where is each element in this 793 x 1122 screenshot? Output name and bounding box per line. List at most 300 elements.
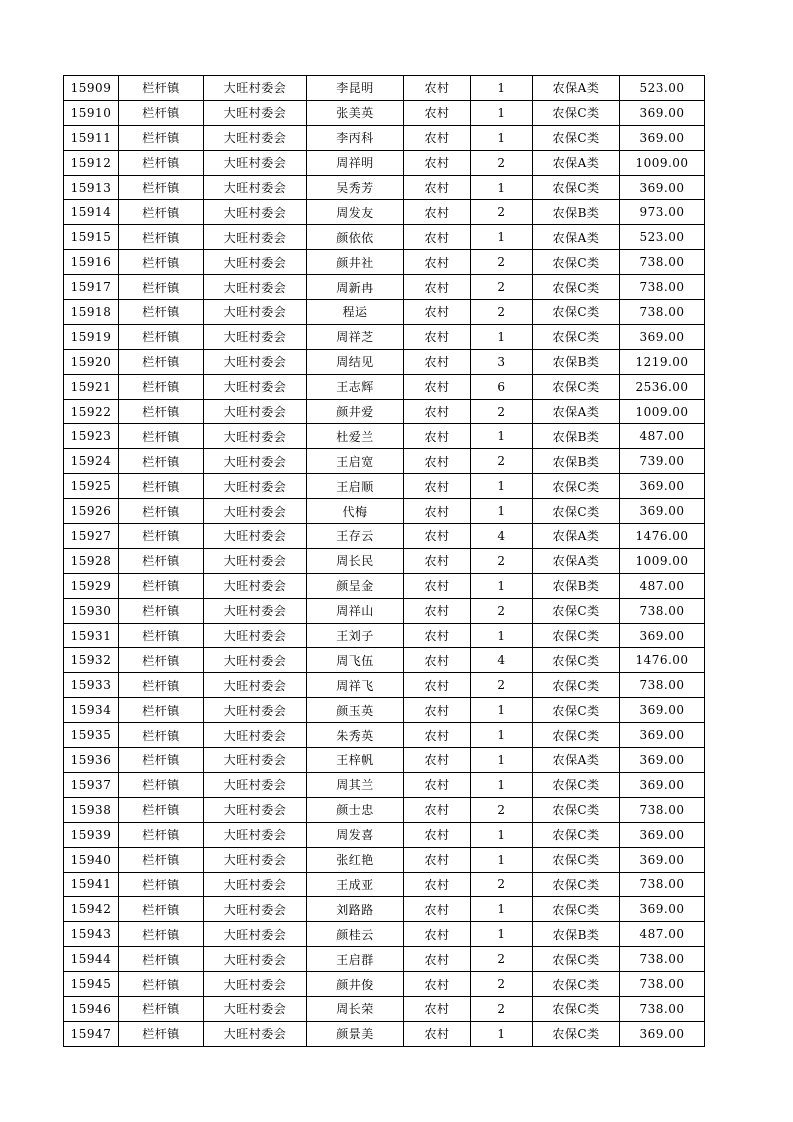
cell-town: 栏杆镇 [119, 623, 204, 648]
cell-name: 颜井俊 [307, 972, 404, 997]
cell-category: 农保A类 [533, 399, 620, 424]
table-row [64, 175, 705, 200]
table-row [64, 598, 705, 623]
cell-id: 15914 [64, 200, 119, 225]
table-row [64, 723, 705, 748]
cell-name: 王志辉 [307, 374, 404, 399]
cell-amount: 369.00 [620, 100, 705, 125]
cell-id: 15933 [64, 673, 119, 698]
cell-town: 栏杆镇 [119, 797, 204, 822]
cell-id: 15940 [64, 847, 119, 872]
cell-name: 周祥飞 [307, 673, 404, 698]
cell-name: 王启宽 [307, 449, 404, 474]
cell-area: 农村 [404, 275, 471, 300]
table-row [64, 897, 705, 922]
cell-village: 大旺村委会 [204, 524, 307, 549]
cell-count: 6 [471, 374, 533, 399]
cell-name: 颜井爱 [307, 399, 404, 424]
cell-town: 栏杆镇 [119, 100, 204, 125]
cell-count: 1 [471, 125, 533, 150]
cell-name: 颜桂云 [307, 922, 404, 947]
table-row [64, 150, 705, 175]
cell-town: 栏杆镇 [119, 250, 204, 275]
cell-count: 1 [471, 100, 533, 125]
cell-name: 王梓帆 [307, 748, 404, 773]
cell-id: 15915 [64, 225, 119, 250]
cell-area: 农村 [404, 125, 471, 150]
cell-town: 栏杆镇 [119, 996, 204, 1021]
cell-amount: 369.00 [620, 748, 705, 773]
table-row [64, 972, 705, 997]
cell-town: 栏杆镇 [119, 125, 204, 150]
cell-area: 农村 [404, 598, 471, 623]
table-row [64, 947, 705, 972]
cell-village: 大旺村委会 [204, 698, 307, 723]
cell-amount: 369.00 [620, 772, 705, 797]
cell-amount: 738.00 [620, 996, 705, 1021]
cell-village: 大旺村委会 [204, 76, 307, 101]
cell-village: 大旺村委会 [204, 200, 307, 225]
cell-area: 农村 [404, 524, 471, 549]
cell-category: 农保C类 [533, 648, 620, 673]
cell-category: 农保C类 [533, 250, 620, 275]
cell-category: 农保C类 [533, 100, 620, 125]
cell-amount: 523.00 [620, 76, 705, 101]
cell-area: 农村 [404, 623, 471, 648]
cell-count: 3 [471, 349, 533, 374]
cell-category: 农保C类 [533, 947, 620, 972]
cell-area: 农村 [404, 300, 471, 325]
cell-id: 15928 [64, 548, 119, 573]
cell-amount: 1009.00 [620, 399, 705, 424]
cell-town: 栏杆镇 [119, 150, 204, 175]
cell-id: 15946 [64, 996, 119, 1021]
cell-town: 栏杆镇 [119, 748, 204, 773]
cell-id: 15925 [64, 474, 119, 499]
cell-count: 1 [471, 474, 533, 499]
cell-village: 大旺村委会 [204, 449, 307, 474]
cell-id: 15937 [64, 772, 119, 797]
cell-amount: 1219.00 [620, 349, 705, 374]
cell-area: 农村 [404, 922, 471, 947]
cell-id: 15909 [64, 76, 119, 101]
cell-count: 1 [471, 772, 533, 797]
cell-category: 农保C类 [533, 723, 620, 748]
cell-id: 15932 [64, 648, 119, 673]
cell-count: 1 [471, 847, 533, 872]
cell-area: 农村 [404, 548, 471, 573]
cell-category: 农保A类 [533, 524, 620, 549]
cell-count: 2 [471, 872, 533, 897]
cell-category: 农保A类 [533, 225, 620, 250]
cell-town: 栏杆镇 [119, 76, 204, 101]
cell-amount: 369.00 [620, 1021, 705, 1046]
table-row [64, 648, 705, 673]
cell-name: 周长荣 [307, 996, 404, 1021]
cell-area: 农村 [404, 772, 471, 797]
cell-area: 农村 [404, 972, 471, 997]
cell-category: 农保C类 [533, 972, 620, 997]
cell-town: 栏杆镇 [119, 225, 204, 250]
cell-id: 15939 [64, 822, 119, 847]
document-page [63, 75, 705, 1047]
cell-id: 15910 [64, 100, 119, 125]
cell-count: 4 [471, 524, 533, 549]
cell-area: 农村 [404, 723, 471, 748]
cell-category: 农保C类 [533, 673, 620, 698]
cell-id: 15941 [64, 872, 119, 897]
table-row [64, 872, 705, 897]
table-row [64, 996, 705, 1021]
cell-id: 15931 [64, 623, 119, 648]
cell-area: 农村 [404, 399, 471, 424]
cell-area: 农村 [404, 673, 471, 698]
cell-area: 农村 [404, 847, 471, 872]
cell-amount: 738.00 [620, 275, 705, 300]
table-row [64, 673, 705, 698]
cell-id: 15918 [64, 300, 119, 325]
table-row [64, 374, 705, 399]
cell-count: 1 [471, 499, 533, 524]
cell-village: 大旺村委会 [204, 474, 307, 499]
table-row [64, 275, 705, 300]
cell-count: 2 [471, 797, 533, 822]
cell-amount: 369.00 [620, 897, 705, 922]
table-row [64, 797, 705, 822]
cell-amount: 369.00 [620, 698, 705, 723]
cell-area: 农村 [404, 499, 471, 524]
cell-category: 农保C类 [533, 300, 620, 325]
cell-count: 4 [471, 648, 533, 673]
cell-name: 周祥明 [307, 150, 404, 175]
cell-name: 王成亚 [307, 872, 404, 897]
cell-category: 农保C类 [533, 822, 620, 847]
cell-category: 农保C类 [533, 897, 620, 922]
cell-village: 大旺村委会 [204, 399, 307, 424]
cell-id: 15938 [64, 797, 119, 822]
cell-count: 1 [471, 175, 533, 200]
cell-area: 农村 [404, 573, 471, 598]
cell-town: 栏杆镇 [119, 648, 204, 673]
cell-id: 15947 [64, 1021, 119, 1046]
cell-id: 15920 [64, 349, 119, 374]
cell-town: 栏杆镇 [119, 275, 204, 300]
cell-village: 大旺村委会 [204, 324, 307, 349]
table-body [64, 76, 705, 1047]
cell-id: 15929 [64, 573, 119, 598]
cell-name: 颜呈金 [307, 573, 404, 598]
cell-area: 农村 [404, 200, 471, 225]
table-row [64, 623, 705, 648]
cell-town: 栏杆镇 [119, 399, 204, 424]
cell-name: 程运 [307, 300, 404, 325]
cell-count: 2 [471, 250, 533, 275]
cell-category: 农保C类 [533, 996, 620, 1021]
cell-amount: 1476.00 [620, 524, 705, 549]
cell-name: 刘路路 [307, 897, 404, 922]
cell-village: 大旺村委会 [204, 673, 307, 698]
cell-count: 1 [471, 573, 533, 598]
table-row [64, 76, 705, 101]
cell-category: 农保A类 [533, 150, 620, 175]
cell-amount: 369.00 [620, 623, 705, 648]
cell-town: 栏杆镇 [119, 374, 204, 399]
cell-category: 农保C类 [533, 474, 620, 499]
cell-village: 大旺村委会 [204, 922, 307, 947]
cell-category: 农保C类 [533, 772, 620, 797]
cell-village: 大旺村委会 [204, 648, 307, 673]
cell-area: 农村 [404, 374, 471, 399]
table-row [64, 399, 705, 424]
cell-id: 15943 [64, 922, 119, 947]
cell-name: 王启群 [307, 947, 404, 972]
cell-village: 大旺村委会 [204, 374, 307, 399]
cell-id: 15935 [64, 723, 119, 748]
cell-area: 农村 [404, 449, 471, 474]
cell-area: 农村 [404, 150, 471, 175]
cell-village: 大旺村委会 [204, 897, 307, 922]
cell-town: 栏杆镇 [119, 872, 204, 897]
cell-id: 15936 [64, 748, 119, 773]
cell-village: 大旺村委会 [204, 573, 307, 598]
cell-count: 1 [471, 324, 533, 349]
cell-id: 15917 [64, 275, 119, 300]
cell-area: 农村 [404, 349, 471, 374]
cell-count: 1 [471, 723, 533, 748]
cell-name: 王启顺 [307, 474, 404, 499]
cell-name: 吴秀芳 [307, 175, 404, 200]
cell-town: 栏杆镇 [119, 424, 204, 449]
cell-count: 1 [471, 225, 533, 250]
cell-name: 颜依依 [307, 225, 404, 250]
cell-area: 农村 [404, 225, 471, 250]
table-row [64, 822, 705, 847]
cell-name: 张红艳 [307, 847, 404, 872]
cell-category: 农保C类 [533, 175, 620, 200]
cell-village: 大旺村委会 [204, 996, 307, 1021]
cell-id: 15926 [64, 499, 119, 524]
cell-town: 栏杆镇 [119, 972, 204, 997]
cell-name: 周结见 [307, 349, 404, 374]
cell-village: 大旺村委会 [204, 300, 307, 325]
cell-category: 农保C类 [533, 698, 620, 723]
cell-name: 周长民 [307, 548, 404, 573]
cell-count: 1 [471, 922, 533, 947]
cell-town: 栏杆镇 [119, 922, 204, 947]
cell-category: 农保C类 [533, 872, 620, 897]
table-row [64, 100, 705, 125]
cell-amount: 2536.00 [620, 374, 705, 399]
table-row [64, 324, 705, 349]
cell-amount: 1476.00 [620, 648, 705, 673]
cell-town: 栏杆镇 [119, 1021, 204, 1046]
cell-amount: 738.00 [620, 250, 705, 275]
cell-area: 农村 [404, 872, 471, 897]
cell-area: 农村 [404, 250, 471, 275]
cell-name: 周发喜 [307, 822, 404, 847]
cell-category: 农保B类 [533, 424, 620, 449]
cell-amount: 738.00 [620, 872, 705, 897]
cell-category: 农保C类 [533, 275, 620, 300]
cell-id: 15916 [64, 250, 119, 275]
cell-village: 大旺村委会 [204, 275, 307, 300]
cell-village: 大旺村委会 [204, 748, 307, 773]
cell-count: 2 [471, 972, 533, 997]
cell-village: 大旺村委会 [204, 872, 307, 897]
cell-name: 周祥山 [307, 598, 404, 623]
cell-category: 农保B类 [533, 200, 620, 225]
table-row [64, 474, 705, 499]
cell-village: 大旺村委会 [204, 225, 307, 250]
table-row [64, 548, 705, 573]
cell-area: 农村 [404, 100, 471, 125]
cell-category: 农保B类 [533, 573, 620, 598]
cell-town: 栏杆镇 [119, 200, 204, 225]
cell-amount: 369.00 [620, 847, 705, 872]
cell-count: 2 [471, 548, 533, 573]
cell-amount: 369.00 [620, 474, 705, 499]
cell-name: 周新冉 [307, 275, 404, 300]
cell-amount: 369.00 [620, 324, 705, 349]
table-row [64, 424, 705, 449]
cell-town: 栏杆镇 [119, 300, 204, 325]
cell-id: 15945 [64, 972, 119, 997]
cell-amount: 738.00 [620, 797, 705, 822]
cell-amount: 739.00 [620, 449, 705, 474]
cell-count: 1 [471, 623, 533, 648]
cell-category: 农保C类 [533, 623, 620, 648]
cell-amount: 738.00 [620, 300, 705, 325]
cell-amount: 738.00 [620, 598, 705, 623]
cell-count: 1 [471, 748, 533, 773]
cell-village: 大旺村委会 [204, 499, 307, 524]
cell-id: 15923 [64, 424, 119, 449]
cell-amount: 487.00 [620, 424, 705, 449]
cell-name: 张美英 [307, 100, 404, 125]
cell-id: 15924 [64, 449, 119, 474]
cell-name: 李丙科 [307, 125, 404, 150]
cell-village: 大旺村委会 [204, 150, 307, 175]
records-table [63, 75, 705, 1047]
cell-count: 1 [471, 698, 533, 723]
cell-amount: 369.00 [620, 125, 705, 150]
cell-name: 周飞伍 [307, 648, 404, 673]
cell-name: 颜井社 [307, 250, 404, 275]
cell-town: 栏杆镇 [119, 524, 204, 549]
table-row [64, 772, 705, 797]
cell-village: 大旺村委会 [204, 623, 307, 648]
cell-amount: 738.00 [620, 972, 705, 997]
cell-category: 农保B类 [533, 922, 620, 947]
cell-id: 15922 [64, 399, 119, 424]
cell-town: 栏杆镇 [119, 598, 204, 623]
cell-village: 大旺村委会 [204, 723, 307, 748]
cell-category: 农保A类 [533, 748, 620, 773]
cell-village: 大旺村委会 [204, 175, 307, 200]
cell-id: 15934 [64, 698, 119, 723]
table-row [64, 499, 705, 524]
cell-count: 2 [471, 947, 533, 972]
cell-town: 栏杆镇 [119, 548, 204, 573]
cell-name: 颜景美 [307, 1021, 404, 1046]
cell-count: 2 [471, 673, 533, 698]
cell-village: 大旺村委会 [204, 822, 307, 847]
cell-amount: 487.00 [620, 922, 705, 947]
cell-count: 2 [471, 300, 533, 325]
cell-category: 农保C类 [533, 598, 620, 623]
cell-village: 大旺村委会 [204, 1021, 307, 1046]
cell-area: 农村 [404, 424, 471, 449]
cell-village: 大旺村委会 [204, 598, 307, 623]
cell-amount: 523.00 [620, 225, 705, 250]
cell-amount: 487.00 [620, 573, 705, 598]
cell-area: 农村 [404, 1021, 471, 1046]
cell-area: 农村 [404, 947, 471, 972]
cell-name: 朱秀英 [307, 723, 404, 748]
table-row [64, 349, 705, 374]
cell-id: 15921 [64, 374, 119, 399]
cell-area: 农村 [404, 797, 471, 822]
cell-count: 1 [471, 424, 533, 449]
cell-village: 大旺村委会 [204, 349, 307, 374]
cell-id: 15944 [64, 947, 119, 972]
cell-town: 栏杆镇 [119, 822, 204, 847]
cell-village: 大旺村委会 [204, 250, 307, 275]
cell-amount: 369.00 [620, 822, 705, 847]
table-row [64, 1021, 705, 1046]
cell-amount: 1009.00 [620, 548, 705, 573]
cell-village: 大旺村委会 [204, 125, 307, 150]
cell-id: 15912 [64, 150, 119, 175]
cell-name: 颜士忠 [307, 797, 404, 822]
cell-village: 大旺村委会 [204, 424, 307, 449]
cell-town: 栏杆镇 [119, 723, 204, 748]
cell-amount: 973.00 [620, 200, 705, 225]
cell-amount: 369.00 [620, 175, 705, 200]
cell-village: 大旺村委会 [204, 847, 307, 872]
cell-town: 栏杆镇 [119, 349, 204, 374]
table-row [64, 250, 705, 275]
cell-id: 15927 [64, 524, 119, 549]
cell-id: 15919 [64, 324, 119, 349]
cell-category: 农保C类 [533, 374, 620, 399]
cell-area: 农村 [404, 648, 471, 673]
cell-category: 农保C类 [533, 324, 620, 349]
cell-category: 农保C类 [533, 797, 620, 822]
cell-village: 大旺村委会 [204, 772, 307, 797]
cell-town: 栏杆镇 [119, 499, 204, 524]
table-row [64, 125, 705, 150]
table-row [64, 200, 705, 225]
cell-amount: 1009.00 [620, 150, 705, 175]
cell-count: 1 [471, 897, 533, 922]
cell-category: 农保A类 [533, 76, 620, 101]
cell-town: 栏杆镇 [119, 772, 204, 797]
cell-category: 农保C类 [533, 499, 620, 524]
cell-area: 农村 [404, 76, 471, 101]
cell-village: 大旺村委会 [204, 972, 307, 997]
table-row [64, 748, 705, 773]
cell-category: 农保C类 [533, 1021, 620, 1046]
table-row [64, 300, 705, 325]
cell-area: 农村 [404, 996, 471, 1021]
cell-name: 王刘子 [307, 623, 404, 648]
table-row [64, 698, 705, 723]
cell-count: 2 [471, 399, 533, 424]
cell-category: 农保A类 [533, 548, 620, 573]
cell-town: 栏杆镇 [119, 847, 204, 872]
cell-town: 栏杆镇 [119, 449, 204, 474]
